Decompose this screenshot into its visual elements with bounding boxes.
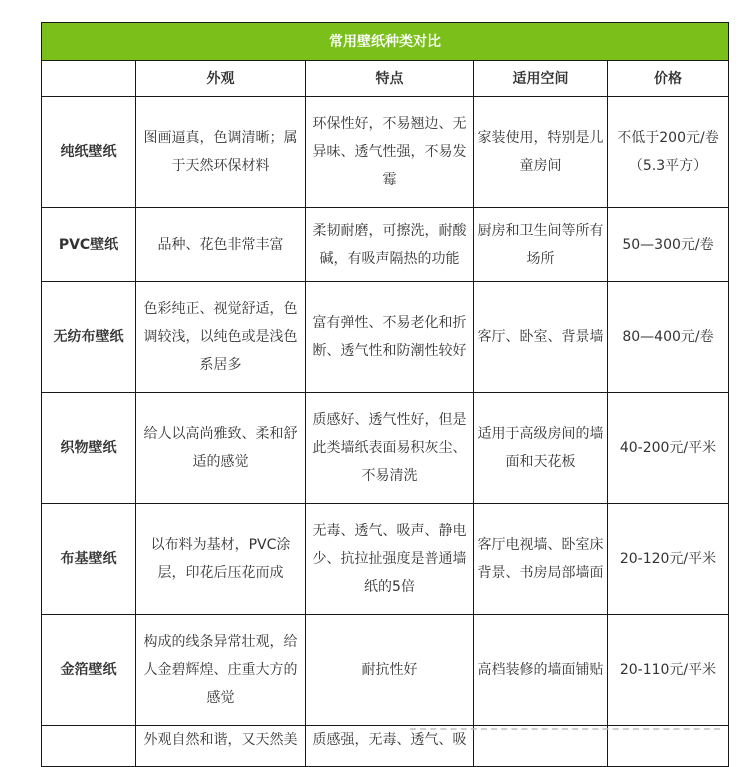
cell-space <box>474 726 608 767</box>
image-artifact-divider <box>410 728 720 730</box>
cell-features: 环保性好，不易翘边、无异味、透气性强，不易发霉 <box>306 97 474 208</box>
cell-name: 布基壁纸 <box>42 504 136 615</box>
cell-space: 家装使用，特别是儿童房间 <box>474 97 608 208</box>
header-cell-price: 价格 <box>608 61 729 97</box>
cell-name: 金箔壁纸 <box>42 615 136 726</box>
cell-appearance: 以布料为基材，PVC涂层，印花后压花而成 <box>136 504 306 615</box>
table-title: 常用壁纸种类对比 <box>42 23 729 61</box>
cell-features: 质感好、透气性好，但是此类墙纸表面易积灰尘、不易清洗 <box>306 393 474 504</box>
table-row <box>42 97 729 208</box>
cell-name: PVC壁纸 <box>42 208 136 282</box>
table-row <box>42 393 729 504</box>
cell-price: 80—400元/卷 <box>608 282 729 393</box>
cell-name <box>42 726 136 767</box>
cell-appearance: 色彩纯正、视觉舒适，色调较浅，以纯色或是浅色系居多 <box>136 282 306 393</box>
cell-price: 20-110元/平米 <box>608 615 729 726</box>
cell-space: 客厅、卧室、背景墙 <box>474 282 608 393</box>
cell-price: 40-200元/平米 <box>608 393 729 504</box>
table-row <box>42 726 729 767</box>
cell-price: 50—300元/卷 <box>608 208 729 282</box>
cell-features: 无毒、透气、吸声、静电少、抗拉扯强度是普通墙纸的5倍 <box>306 504 474 615</box>
cell-features: 富有弹性、不易老化和折断、透气性和防潮性较好 <box>306 282 474 393</box>
cell-features: 耐抗性好 <box>306 615 474 726</box>
cell-appearance: 品种、花色非常丰富 <box>136 208 306 282</box>
cell-appearance: 外观自然和谐，又天然美 <box>136 726 306 767</box>
cell-name: 纯纸壁纸 <box>42 97 136 208</box>
cell-features: 柔韧耐磨，可擦洗，耐酸碱，有吸声隔热的功能 <box>306 208 474 282</box>
wallpaper-comparison-table <box>41 22 729 767</box>
header-cell-appearance: 外观 <box>136 61 306 97</box>
cell-appearance: 给人以高尚雅致、柔和舒适的感觉 <box>136 393 306 504</box>
cell-name: 无纺布壁纸 <box>42 282 136 393</box>
cell-appearance: 构成的线条异常壮观，给人金碧辉煌、庄重大方的感觉 <box>136 615 306 726</box>
table-header-row <box>42 61 729 97</box>
cell-features: 质感强，无毒、透气、吸 <box>306 726 474 767</box>
cell-appearance: 图画逼真，色调清晰；属于天然环保材料 <box>136 97 306 208</box>
table-row <box>42 282 729 393</box>
table-row <box>42 208 729 282</box>
table-title-row <box>42 23 729 61</box>
table-row <box>42 504 729 615</box>
header-cell-space: 适用空间 <box>474 61 608 97</box>
cell-space: 客厅电视墙、卧室床背景、书房局部墙面 <box>474 504 608 615</box>
cell-space: 厨房和卫生间等所有场所 <box>474 208 608 282</box>
header-cell-features: 特点 <box>306 61 474 97</box>
cell-price: 20-120元/平米 <box>608 504 729 615</box>
wallpaper-comparison-table-container <box>41 22 728 767</box>
table-row <box>42 615 729 726</box>
cell-name: 织物壁纸 <box>42 393 136 504</box>
header-cell-name <box>42 61 136 97</box>
cell-space: 高档装修的墙面铺贴 <box>474 615 608 726</box>
cell-space: 适用于高级房间的墙面和天花板 <box>474 393 608 504</box>
cell-price <box>608 726 729 767</box>
cell-price: 不低于200元/卷（5.3平方） <box>608 97 729 208</box>
